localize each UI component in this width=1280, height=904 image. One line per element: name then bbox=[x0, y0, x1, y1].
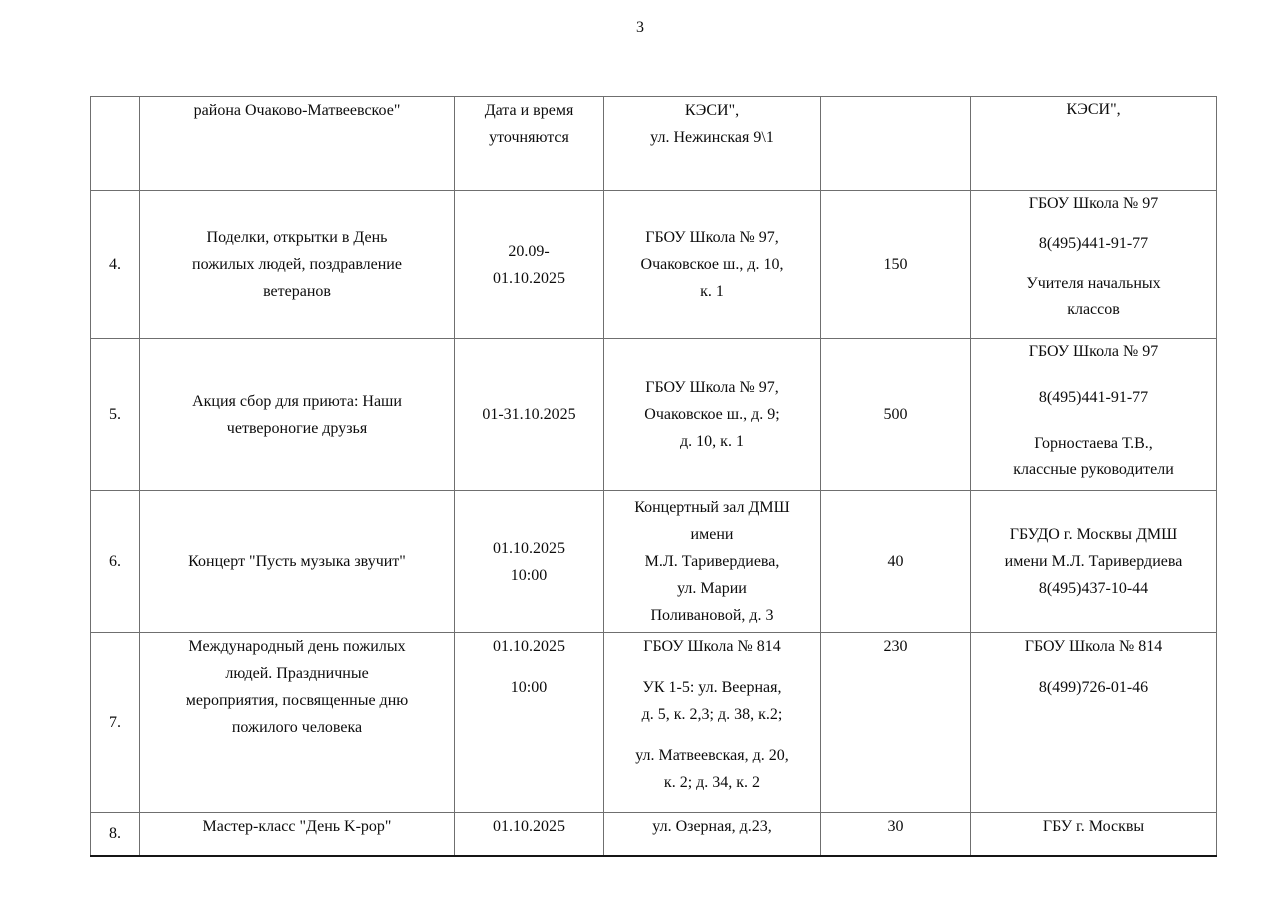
participants-cell bbox=[821, 97, 971, 191]
table-row-4 bbox=[91, 191, 1217, 339]
location-cell bbox=[604, 491, 821, 633]
table-row-6 bbox=[91, 491, 1217, 633]
text-line: Международный день пожилых bbox=[188, 638, 406, 655]
text-line: 10:00 bbox=[510, 566, 548, 584]
row-number-cell bbox=[91, 813, 140, 856]
text-line: района Очаково-Матвеевское" bbox=[193, 102, 401, 119]
event-cell bbox=[140, 97, 455, 191]
text-line: мероприятия, посвященные дню bbox=[185, 692, 409, 709]
table-row-5 bbox=[91, 339, 1217, 491]
date-cell bbox=[455, 97, 604, 191]
text-line: Мастер-класс "День K-pop" bbox=[202, 818, 392, 835]
text-line: к. 2; д. 34, к. 2 bbox=[663, 774, 761, 791]
text-line: М.Л. Таривердиева, bbox=[644, 553, 780, 570]
text-line: ГБУДО г. Москвы ДМШ bbox=[1009, 526, 1178, 543]
text-line: 230 bbox=[883, 638, 908, 655]
text-line: УК 1-5: ул. Веерная, bbox=[642, 679, 782, 696]
participants-cell bbox=[821, 813, 971, 856]
text-line: Учителя начальных bbox=[1026, 275, 1161, 292]
text-line: 5. bbox=[109, 406, 121, 423]
text-line: имени bbox=[690, 526, 734, 543]
text-line: Акция сбор для приюта: Наши bbox=[192, 392, 402, 410]
participants-cell bbox=[821, 339, 971, 491]
text-line: уточняются bbox=[489, 129, 569, 146]
event-cell bbox=[140, 633, 455, 813]
location-cell bbox=[604, 339, 821, 491]
row-number-cell bbox=[91, 491, 140, 633]
location-cell bbox=[604, 633, 821, 813]
text-line: ул. Матвеевская, д. 20, bbox=[635, 747, 789, 764]
text-line: 8(495)441-91-77 bbox=[1038, 235, 1149, 252]
text-line: ГБУ г. Москвы bbox=[1042, 818, 1145, 835]
location-cell bbox=[604, 97, 821, 191]
row-number-cell bbox=[91, 339, 140, 491]
text-line: ул. Марии bbox=[677, 580, 747, 597]
text-line: ГБОУ Школа № 97, bbox=[645, 229, 779, 246]
text-line: имени М.Л. Таривердиева bbox=[1004, 553, 1183, 570]
text-line: 150 bbox=[883, 256, 908, 273]
text-line: Горностаева Т.В., bbox=[1034, 435, 1153, 452]
text-line: ул. Озерная, д.23, bbox=[652, 818, 772, 835]
text-line: 01.10.2025 bbox=[493, 539, 565, 557]
text-line: ГБОУ Школа № 97 bbox=[1028, 195, 1159, 212]
text-line: классов bbox=[1067, 301, 1120, 318]
text-line: 4. bbox=[109, 256, 121, 273]
text-line: 8(499)726-01-46 bbox=[1038, 679, 1149, 696]
text-line: 7. bbox=[109, 714, 121, 731]
text-line: Очаковское ш., д. 10, bbox=[640, 256, 784, 273]
text-line: Поделки, открытки в День bbox=[206, 229, 388, 246]
event-cell bbox=[140, 491, 455, 633]
text-line: 40 bbox=[887, 553, 904, 570]
text-line: 8(495)441-91-77 bbox=[1038, 389, 1149, 406]
organizer-cell bbox=[971, 97, 1217, 191]
text-line: к. 1 bbox=[700, 283, 724, 300]
organizer-cell bbox=[971, 191, 1217, 339]
text-line: 500 bbox=[883, 406, 908, 423]
text-line: ул. Нежинская 9\1 bbox=[650, 129, 774, 146]
text-line: д. 10, к. 1 bbox=[680, 433, 744, 450]
table-row-8 bbox=[91, 813, 1217, 856]
text-line: ветеранов bbox=[263, 283, 331, 300]
organizer-cell bbox=[971, 339, 1217, 491]
organizer-cell bbox=[971, 491, 1217, 633]
text-line: 20.09- bbox=[508, 242, 550, 260]
text-line: 01.10.2025 bbox=[493, 818, 565, 835]
text-line: 10:00 bbox=[510, 679, 548, 696]
text-line: КЭСИ", bbox=[684, 102, 740, 119]
text-line: 8(495)437-10-44 bbox=[1038, 580, 1149, 597]
participants-cell bbox=[821, 191, 971, 339]
text-line: ГБОУ Школа № 97 bbox=[1028, 343, 1159, 360]
date-cell bbox=[455, 813, 604, 856]
text-line: 01-31.10.2025 bbox=[482, 406, 576, 423]
text-line: Концерт "Пусть музыка звучит" bbox=[188, 553, 406, 570]
row-number-cell bbox=[91, 633, 140, 813]
events-table bbox=[90, 96, 1217, 857]
text-line: 01.10.2025 bbox=[493, 638, 565, 655]
text-line: пожилого человека bbox=[231, 719, 363, 736]
location-cell bbox=[604, 191, 821, 339]
text-line: четвероногие друзья bbox=[226, 419, 368, 437]
text-line: Концертный зал ДМШ bbox=[634, 499, 790, 516]
date-cell bbox=[455, 339, 604, 491]
event-cell bbox=[140, 191, 455, 339]
text-line: пожилых людей, поздравление bbox=[192, 256, 402, 273]
text-line: классные руководители bbox=[1013, 461, 1174, 478]
text-line: 01.10.2025 bbox=[493, 269, 565, 287]
date-cell bbox=[455, 633, 604, 813]
text-line: Дата и время bbox=[484, 102, 574, 119]
page-number: 3 bbox=[636, 19, 644, 36]
text-line: Поливановой, д. 3 bbox=[650, 607, 774, 624]
event-cell bbox=[140, 813, 455, 856]
event-cell bbox=[140, 339, 455, 491]
row-number-cell bbox=[91, 191, 140, 339]
row-number-cell bbox=[91, 97, 140, 191]
text-line: Очаковское ш., д. 9; bbox=[644, 406, 780, 423]
participants-cell bbox=[821, 633, 971, 813]
text-line: ГБОУ Школа № 97, bbox=[645, 379, 779, 396]
text-line: д. 5, к. 2,3; д. 38, к.2; bbox=[641, 706, 783, 723]
text-line: ГБОУ Школа № 814 bbox=[643, 638, 781, 655]
table-row-continuation bbox=[91, 97, 1217, 191]
text-line: 8. bbox=[109, 825, 121, 843]
date-cell bbox=[455, 191, 604, 339]
participants-cell bbox=[821, 491, 971, 633]
organizer-cell bbox=[971, 633, 1217, 813]
text-line: людей. Праздничные bbox=[225, 665, 369, 682]
location-cell bbox=[604, 813, 821, 856]
organizer-cell bbox=[971, 813, 1217, 856]
text-line: 30 bbox=[887, 818, 904, 835]
text-line: КЭСИ", bbox=[1066, 101, 1121, 118]
date-cell bbox=[455, 491, 604, 633]
text-line: ГБОУ Школа № 814 bbox=[1024, 638, 1163, 655]
table-row-7 bbox=[91, 633, 1217, 813]
text-line: 6. bbox=[109, 553, 121, 570]
